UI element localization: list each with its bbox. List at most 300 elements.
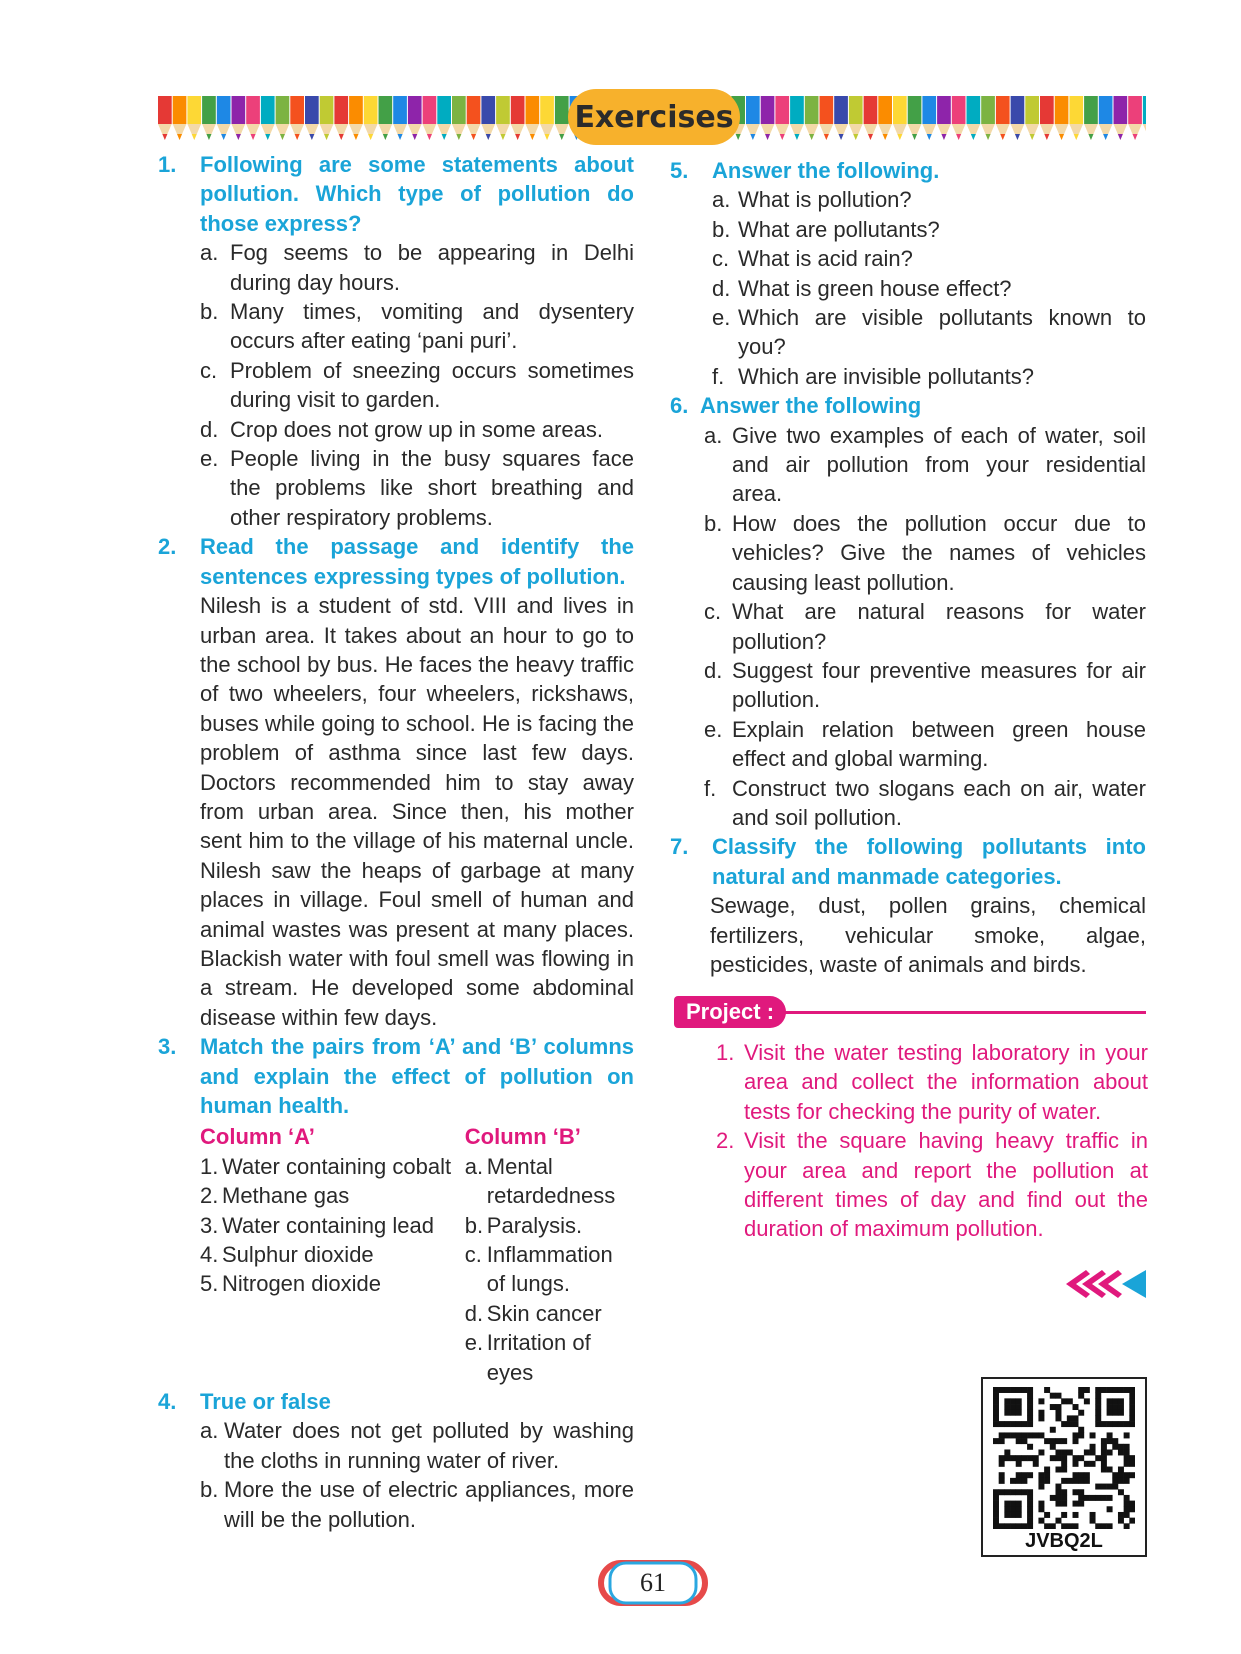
qr-code-label: JVBQ2L xyxy=(1025,1530,1103,1552)
pencil-lead xyxy=(486,134,491,140)
item-letter: f. xyxy=(704,775,717,801)
pencil-body xyxy=(555,96,569,124)
pencil-body xyxy=(481,96,495,124)
qr-module xyxy=(1124,1461,1130,1467)
qr-module xyxy=(1016,1523,1022,1529)
qr-module xyxy=(1016,1404,1022,1410)
qr-module xyxy=(1073,1501,1079,1507)
item-number: 1. xyxy=(716,1040,735,1065)
qr-module xyxy=(1021,1455,1027,1461)
item-text: Suggest four preventive measures for air pollution. xyxy=(732,657,1146,713)
qr-module xyxy=(1016,1438,1022,1444)
question-number: 3. xyxy=(158,1034,177,1060)
list-item xyxy=(465,1211,634,1240)
qr-module xyxy=(1090,1461,1096,1467)
qr-module xyxy=(1118,1449,1124,1455)
qr-module xyxy=(1067,1449,1073,1455)
qr-module xyxy=(1078,1472,1084,1478)
pencil-lead xyxy=(1030,134,1035,140)
pencil-body xyxy=(290,96,304,124)
qr-module xyxy=(1004,1421,1010,1427)
pencil-body xyxy=(540,96,554,124)
qr-module xyxy=(993,1501,999,1507)
qr-module xyxy=(1118,1410,1124,1416)
qr-module xyxy=(1095,1398,1101,1404)
question-text: Read the passage and identify the sentences expressing types of pollution. xyxy=(200,534,634,589)
qr-module xyxy=(1055,1489,1061,1495)
item-letter: f. xyxy=(712,363,725,389)
qr-module xyxy=(1010,1523,1016,1529)
pencil-body xyxy=(996,96,1010,124)
qr-module xyxy=(1044,1512,1050,1518)
qr-code-icon xyxy=(993,1387,1135,1529)
qr-module xyxy=(1027,1489,1033,1495)
qr-module xyxy=(993,1410,999,1416)
item-text: Many times, vomiting and dysentery occurs after eating ‘pani puri’. xyxy=(230,299,634,354)
qr-module xyxy=(1027,1398,1033,1404)
qr-module xyxy=(1084,1495,1090,1501)
pencil-lead xyxy=(1015,134,1020,140)
qr-module xyxy=(1004,1455,1010,1461)
qr-module xyxy=(999,1455,1005,1461)
item-text: Visit the water testing laboratory in your area and collect the information about tests for checking the purity of water. xyxy=(744,1040,1148,1124)
qr-module xyxy=(1038,1478,1044,1484)
qr-module xyxy=(1004,1523,1010,1529)
qr-module xyxy=(1101,1484,1107,1490)
qr-module xyxy=(1118,1421,1124,1427)
qr-module xyxy=(1095,1421,1101,1427)
qr-module xyxy=(1095,1455,1101,1461)
pencil-lead xyxy=(927,134,932,140)
question-text: Following are some statements about pollution. Which type of pollution do those express? xyxy=(200,152,634,236)
qr-module xyxy=(1124,1512,1130,1518)
qr-module xyxy=(1129,1518,1135,1524)
qr-module xyxy=(1112,1398,1118,1404)
qr-module xyxy=(999,1421,1005,1427)
qr-module xyxy=(1016,1461,1022,1467)
qr-module xyxy=(1055,1410,1061,1416)
list-item xyxy=(670,215,1146,244)
pencil-lead xyxy=(383,134,388,140)
qr-module xyxy=(1124,1501,1130,1507)
qr-module xyxy=(999,1432,1005,1438)
pencil-lead xyxy=(309,134,314,140)
qr-module xyxy=(1010,1455,1016,1461)
qr-module xyxy=(1118,1387,1124,1393)
qr-module xyxy=(1101,1438,1107,1444)
passage: Nilesh is a student of std. VIII and lives in urban area. It takes about an hour to go to the school by bus. He faces the heavy traffic of two wheelers, four wheelers, rickshaws, buses while going to school. He is facing the problem of asthma since last few days. Doctors recommended him to stay away from urban area. Since then, his mother sent him to the village of his maternal uncle. Nilesh saw the heaps of garbage at many places in village. Foul smell of human and animal wastes was present at many places. Blackish water with foul smell was flowing in a stream. He developed some abdominal disease within few days. xyxy=(200,593,634,1030)
pencil-lead xyxy=(780,134,785,140)
qr-module xyxy=(1055,1518,1061,1524)
qr-module xyxy=(1038,1449,1044,1455)
qr-module xyxy=(1044,1478,1050,1484)
qr-module xyxy=(1107,1398,1113,1404)
qr-module xyxy=(993,1421,999,1427)
pencil-body xyxy=(805,96,819,124)
qr-module xyxy=(1004,1432,1010,1438)
item-letter: b. xyxy=(712,216,731,242)
question-number: 4. xyxy=(158,1389,177,1415)
qr-module xyxy=(1112,1478,1118,1484)
qr-module xyxy=(1078,1410,1084,1416)
pencil-lead xyxy=(1074,134,1079,140)
pencil-lead xyxy=(162,134,167,140)
qr-module xyxy=(1010,1489,1016,1495)
qr-module xyxy=(1033,1461,1039,1467)
item-text: Construct two slogans each on air, water and soil pollution. xyxy=(732,775,1146,830)
section-end-arrows-icon xyxy=(1066,1268,1148,1305)
qr-module xyxy=(1027,1410,1033,1416)
qr-module xyxy=(1078,1432,1084,1438)
qr-module xyxy=(1090,1518,1096,1524)
qr-module xyxy=(1107,1421,1113,1427)
column-b-heading: Column ‘B’ xyxy=(464,1124,581,1150)
list-item xyxy=(200,1181,465,1210)
list-item xyxy=(465,1240,634,1299)
pencil-body xyxy=(1114,96,1128,124)
pencil-body xyxy=(496,96,510,124)
item-text: Which are visible pollutants known to you? xyxy=(738,305,1146,360)
qr-module xyxy=(1101,1387,1107,1393)
list-item xyxy=(670,509,1146,597)
qr-module xyxy=(1061,1489,1067,1495)
pencil-body xyxy=(526,96,540,124)
qr-module xyxy=(1101,1444,1107,1450)
qr-module xyxy=(1084,1398,1090,1404)
qr-module xyxy=(1129,1387,1135,1393)
qr-module xyxy=(1118,1444,1124,1450)
pencil-lead xyxy=(1059,134,1064,140)
item-number: 2. xyxy=(716,1128,735,1154)
pencil-body xyxy=(952,96,966,124)
qr-module xyxy=(1095,1484,1101,1490)
pencil-lead xyxy=(839,134,844,140)
pencil-lead xyxy=(824,134,829,140)
qr-module xyxy=(1124,1523,1130,1529)
pencil-body xyxy=(452,96,466,124)
pencil-lead xyxy=(1133,134,1138,140)
pencil-lead xyxy=(206,134,211,140)
pencil-body xyxy=(790,96,804,124)
qr-module xyxy=(1124,1506,1130,1512)
item-letter: b. xyxy=(464,1212,484,1238)
pencil-body xyxy=(967,96,981,124)
qr-module xyxy=(1044,1523,1050,1529)
pencil-lead xyxy=(559,134,564,140)
qr-module xyxy=(1027,1495,1033,1501)
qr-module xyxy=(1016,1410,1022,1416)
list-item xyxy=(670,597,1146,656)
qr-module xyxy=(999,1461,1005,1467)
list-item xyxy=(158,297,634,356)
list-item xyxy=(716,1126,1148,1244)
qr-module xyxy=(1078,1478,1084,1484)
qr-module xyxy=(1073,1432,1079,1438)
qr-module xyxy=(1038,1518,1044,1524)
question-2 xyxy=(158,532,634,591)
qr-module xyxy=(1101,1421,1107,1427)
list-item xyxy=(158,444,634,532)
pencil-body xyxy=(834,96,848,124)
pencil-body xyxy=(893,96,907,124)
qr-module xyxy=(1004,1387,1010,1393)
page-number-badge xyxy=(598,1558,708,1608)
qr-module xyxy=(1124,1421,1130,1427)
qr-module xyxy=(1112,1472,1118,1478)
qr-module xyxy=(1107,1438,1113,1444)
pencil-lead xyxy=(883,134,888,140)
qr-module xyxy=(999,1438,1005,1444)
item-letter: e. xyxy=(704,716,723,742)
list-item xyxy=(200,1152,465,1181)
question-text: Answer the following. xyxy=(712,158,940,183)
pencil-body xyxy=(1099,96,1113,124)
pencil-body xyxy=(379,96,393,124)
qr-module xyxy=(1010,1506,1016,1512)
item-text: How does the pollution occur due to vehicles? Give the names of vehicles causing least pollution. xyxy=(732,510,1146,595)
qr-module xyxy=(1124,1495,1130,1501)
item-text: Nitrogen dioxide xyxy=(222,1271,381,1297)
qr-module xyxy=(1016,1478,1022,1484)
question-number: 2. xyxy=(158,534,177,560)
list-item xyxy=(465,1299,634,1328)
qr-module xyxy=(1055,1501,1061,1507)
qr-module xyxy=(1004,1506,1010,1512)
list-item xyxy=(465,1328,634,1387)
qr-module xyxy=(1101,1461,1107,1467)
pencil-body xyxy=(467,96,481,124)
pencil-body xyxy=(775,96,789,124)
qr-module xyxy=(993,1438,999,1444)
qr-module xyxy=(1038,1415,1044,1421)
question-number: 6. xyxy=(670,393,689,419)
qr-module xyxy=(1021,1432,1027,1438)
qr-module xyxy=(1118,1398,1124,1404)
qr-module xyxy=(1061,1467,1067,1473)
question-number: 1. xyxy=(158,152,177,177)
column-b xyxy=(465,1122,634,1387)
qr-module xyxy=(1016,1472,1022,1478)
item-text: Skin cancer xyxy=(486,1300,602,1326)
item-text: Irritation of eyes xyxy=(486,1330,591,1385)
item-number: 4. xyxy=(200,1242,219,1268)
pencil-lead xyxy=(412,134,417,140)
qr-module xyxy=(1073,1404,1079,1410)
pencil-body xyxy=(349,96,363,124)
qr-module xyxy=(1004,1404,1010,1410)
pencil-lead xyxy=(545,134,550,140)
pencil-body xyxy=(173,96,187,124)
item-text: What is pollution? xyxy=(738,187,912,213)
list-item xyxy=(158,356,634,415)
qr-module xyxy=(1061,1478,1067,1484)
pencil-body xyxy=(202,96,216,124)
qr-module xyxy=(1050,1455,1056,1461)
qr-module xyxy=(1095,1495,1101,1501)
qr-module xyxy=(1112,1404,1118,1410)
item-text: Inflammation of lungs. xyxy=(486,1242,613,1297)
item-number: 3. xyxy=(200,1212,219,1238)
list-item xyxy=(716,1038,1148,1126)
item-letter: a. xyxy=(704,422,723,448)
qr-module xyxy=(1010,1512,1016,1518)
qr-module xyxy=(1112,1421,1118,1427)
qr-module xyxy=(1021,1387,1027,1393)
pencil-body xyxy=(408,96,422,124)
qr-module xyxy=(1095,1387,1101,1393)
qr-module xyxy=(1027,1432,1033,1438)
item-text: Visit the square having heavy traffic in your area and report the pollution at different times of day and find out the duration of maximum pollution. xyxy=(744,1128,1148,1242)
item-text: Fog seems to be appearing in Delhi during day hours. xyxy=(230,240,634,295)
qr-module xyxy=(1027,1421,1033,1427)
qr-module xyxy=(1061,1449,1067,1455)
pencil-body xyxy=(1011,96,1025,124)
list-item xyxy=(200,1211,465,1240)
project-header xyxy=(674,996,1146,1028)
qr-module xyxy=(1124,1432,1130,1438)
pencil-body xyxy=(746,96,760,124)
column-a xyxy=(200,1122,465,1387)
qr-module xyxy=(1073,1438,1079,1444)
qr-module xyxy=(1061,1523,1067,1529)
pencil-tip xyxy=(1143,124,1146,140)
page-number: 61 xyxy=(640,1568,666,1597)
qr-module xyxy=(1078,1501,1084,1507)
qr-module xyxy=(999,1489,1005,1495)
qr-module xyxy=(1016,1512,1022,1518)
list-item xyxy=(158,1475,634,1534)
qr-module xyxy=(1038,1410,1044,1416)
qr-module xyxy=(1055,1438,1061,1444)
list-item xyxy=(158,1416,634,1475)
qr-module xyxy=(1027,1506,1033,1512)
qr-module xyxy=(1090,1449,1096,1455)
qr-module xyxy=(993,1415,999,1421)
pencil-lead xyxy=(736,134,741,140)
item-text: What is green house effect? xyxy=(738,275,1012,301)
item-letter: c. xyxy=(712,246,730,272)
qr-module xyxy=(1073,1523,1079,1529)
qr-module xyxy=(1107,1432,1113,1438)
qr-module xyxy=(1112,1444,1118,1450)
qr-module xyxy=(1107,1410,1113,1416)
qr-module xyxy=(1021,1421,1027,1427)
pencil-lead xyxy=(853,134,858,140)
item-letter: a. xyxy=(712,187,731,213)
qr-module xyxy=(1118,1518,1124,1524)
question-4 xyxy=(158,1387,634,1416)
item-number: 5. xyxy=(200,1271,219,1297)
qr-module xyxy=(1021,1489,1027,1495)
qr-module xyxy=(1038,1398,1044,1404)
qr-module xyxy=(1004,1410,1010,1416)
qr-module xyxy=(1073,1455,1079,1461)
qr-module xyxy=(993,1518,999,1524)
pencil-lead xyxy=(1088,134,1093,140)
qr-code[interactable] xyxy=(981,1377,1147,1557)
question-number: 5. xyxy=(670,158,689,183)
item-text: Methane gas xyxy=(222,1183,350,1209)
qr-module xyxy=(1107,1449,1113,1455)
right-column xyxy=(670,156,1146,979)
qr-module xyxy=(1021,1523,1027,1529)
qr-module xyxy=(1090,1512,1096,1518)
qr-module xyxy=(993,1404,999,1410)
qr-module xyxy=(1129,1410,1135,1416)
qr-module xyxy=(1038,1506,1044,1512)
qr-module xyxy=(1101,1467,1107,1473)
qr-module xyxy=(1016,1455,1022,1461)
item-text: Problem of sneezing occurs sometimes during visit to garden. xyxy=(230,357,634,413)
qr-module xyxy=(1044,1467,1050,1473)
qr-module xyxy=(999,1472,1005,1478)
question-text: True or false xyxy=(200,1389,331,1415)
qr-module xyxy=(1107,1523,1113,1529)
pencil-lead xyxy=(500,134,505,140)
item-text: What are natural reasons for water pollution? xyxy=(732,599,1146,654)
item-text: Give two examples of each of water, soil and air pollution from your residential area. xyxy=(732,422,1146,507)
qr-module xyxy=(1061,1438,1067,1444)
pencil-lead xyxy=(868,134,873,140)
pencil-lead xyxy=(324,134,329,140)
qr-module xyxy=(1129,1506,1135,1512)
qr-module xyxy=(1010,1410,1016,1416)
pencil-body xyxy=(364,96,378,124)
qr-module xyxy=(1021,1472,1027,1478)
qr-module xyxy=(993,1523,999,1529)
qr-module xyxy=(1027,1518,1033,1524)
qr-module xyxy=(1055,1484,1061,1490)
qr-module xyxy=(1050,1495,1056,1501)
pencil-lead xyxy=(295,134,300,140)
qr-module xyxy=(1090,1495,1096,1501)
list-item xyxy=(465,1152,634,1211)
qr-module xyxy=(1010,1387,1016,1393)
qr-module xyxy=(1010,1398,1016,1404)
qr-module xyxy=(1084,1461,1090,1467)
qr-module xyxy=(1090,1432,1096,1438)
pencil-lead xyxy=(177,134,182,140)
qr-module xyxy=(1067,1478,1073,1484)
item-letter: e. xyxy=(200,446,219,472)
qr-module xyxy=(1044,1472,1050,1478)
item-text: Sulphur dioxide xyxy=(222,1242,374,1268)
item-text: What are pollutants? xyxy=(738,216,940,242)
qr-module xyxy=(1129,1461,1135,1467)
list-item xyxy=(200,1240,465,1269)
qr-module xyxy=(1055,1415,1061,1421)
qr-module xyxy=(1038,1432,1044,1438)
list-item xyxy=(670,656,1146,715)
qr-module xyxy=(1027,1404,1033,1410)
qr-module xyxy=(1118,1404,1124,1410)
qr-module xyxy=(1073,1472,1079,1478)
qr-module xyxy=(1118,1512,1124,1518)
qr-module xyxy=(1027,1444,1033,1450)
list-item xyxy=(200,1269,465,1298)
qr-module xyxy=(1095,1410,1101,1416)
qr-module xyxy=(1084,1449,1090,1455)
item-text: What is acid rain? xyxy=(738,246,913,272)
column-a-heading: Column ‘A’ xyxy=(200,1124,315,1150)
qr-module xyxy=(1010,1432,1016,1438)
qr-module xyxy=(1061,1501,1067,1507)
qr-module xyxy=(1067,1421,1073,1427)
pencil-lead xyxy=(897,134,902,140)
pencil-lead xyxy=(456,134,461,140)
qr-module xyxy=(1124,1449,1130,1455)
pencil-lead xyxy=(750,134,755,140)
